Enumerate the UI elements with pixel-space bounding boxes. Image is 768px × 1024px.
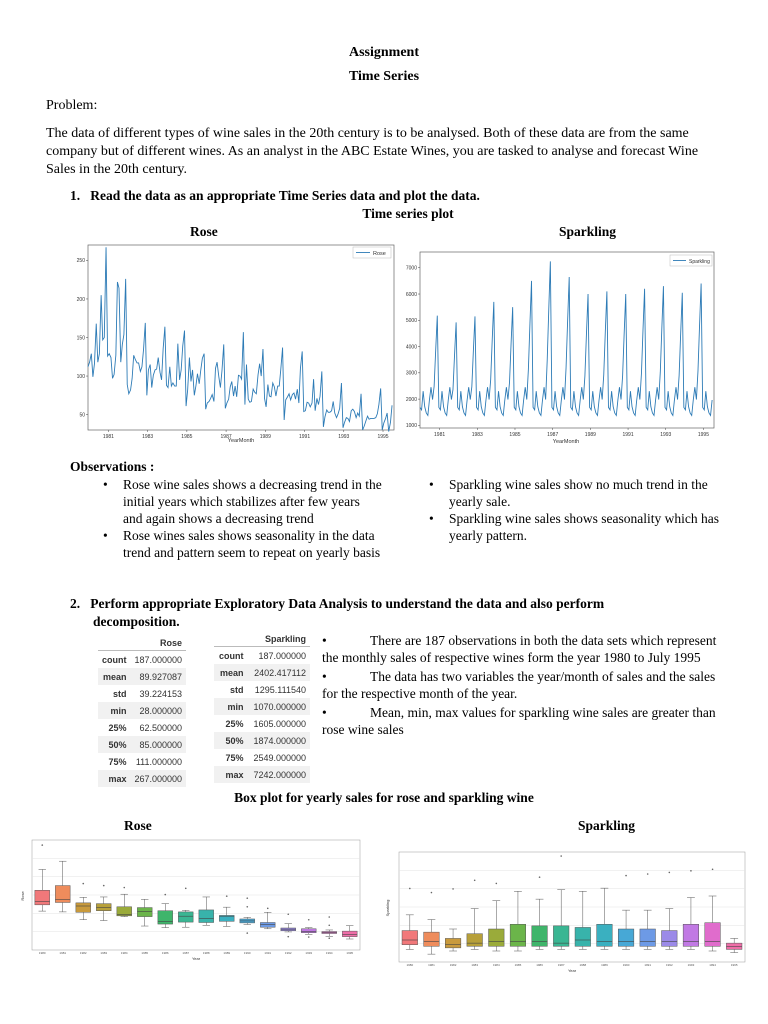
rose-table-stat-value: 39.224153 [139, 688, 183, 699]
sparkling-outlier [496, 883, 498, 885]
rose-box [76, 903, 91, 912]
sparkling-box-plot [383, 850, 749, 976]
observation-item: • Rose wines sales shows seasonality in the data trend and pattern seem to repeat on yearly basis [99, 527, 382, 561]
rose-box-label: Rose [124, 818, 152, 833]
sparkling-table-stat-value: 1874.000000 [248, 732, 310, 749]
sparkling-xtick-label: 1986 [536, 963, 543, 967]
rose-xtick-label: 1993 [305, 951, 313, 955]
sparkling-outlier [690, 870, 692, 872]
sparkling-table-stat-name: 25% [225, 718, 244, 729]
observations-left-list [99, 476, 382, 561]
sparkling-xtick-label: 1985 [514, 963, 522, 967]
rose-table-stat-name: 25% [108, 722, 127, 733]
rose-plot-label: Rose [190, 224, 218, 239]
sparkling-ytick-label: 1000 [405, 423, 417, 430]
q2-bullets [322, 632, 717, 738]
sparkling-box [402, 931, 418, 945]
sparkling-table-stat-name: std [230, 684, 244, 695]
rose-box-ylabel: Rose [20, 891, 25, 901]
sparkling-box [640, 929, 656, 946]
rose-xtick-label: 1993 [338, 434, 350, 440]
rose-table-row [98, 770, 186, 787]
q2-heading-line2: decomposition. [93, 614, 180, 629]
rose-table-stat-value: 187.000000 [134, 654, 183, 665]
sparkling-xtick-label: 1992 [665, 963, 673, 967]
sparkling-table-stat-name: max [214, 766, 248, 783]
sparkling-ytick-label: 7000 [405, 265, 417, 272]
sparkling-xtick-label: 1993 [687, 963, 695, 967]
sparkling-xtick-label: 1987 [557, 963, 565, 967]
rose-xtick-label: 1989 [223, 951, 231, 955]
rose-time-series-chart [68, 241, 400, 447]
rose-xlabel: YearMonth [227, 438, 255, 444]
rose-xtick-label: 1981 [59, 951, 67, 955]
sparkling-legend-label: Sparkling [689, 259, 710, 265]
sparkling-table-row [214, 766, 310, 783]
rose-outlier [123, 887, 125, 889]
rose-outlier [328, 916, 330, 918]
sparkling-table-row [214, 681, 310, 698]
rose-xtick-label: 1983 [142, 434, 154, 440]
rose-table-row [98, 736, 186, 753]
observation-item: • Rose wine sales shows a decreasing trend in the initial years which stabilizes after few years and again shows a decreasing trend [99, 476, 382, 527]
page-title: Assignment [348, 45, 419, 60]
rose-ytick-label: 150 [76, 335, 85, 342]
rose-box [137, 908, 152, 917]
sparkling-outlier [409, 888, 411, 890]
sparkling-box [597, 924, 613, 946]
sparkling-outlier [431, 892, 433, 894]
rose-box-xlabel: Year [191, 956, 201, 961]
rose-xtick-label: 1987 [182, 951, 190, 955]
sparkling-box-ylabel: Sparkling [385, 899, 390, 917]
sparkling-outlier [452, 888, 454, 890]
rose-table-stat-name: mean [98, 668, 131, 685]
box-plot-title: Box plot for yearly sales for rose and sparkling wine [234, 790, 534, 805]
rose-xtick-label: 1995 [377, 434, 389, 440]
sparkling-table-stat-name: min [214, 698, 248, 715]
rose-legend-label: Rose [373, 251, 386, 257]
sparkling-xtick-label: 1981 [434, 432, 446, 438]
rose-table-stat-value: 85.000000 [131, 736, 187, 753]
rose-xtick-label: 1990 [243, 951, 251, 955]
rose-table-stat-name: std [113, 688, 127, 699]
sparkling-plot-label: Sparkling [559, 224, 617, 239]
rose-table-stat-value: 267.000000 [131, 770, 187, 787]
rose-xtick-label: 1994 [325, 951, 333, 955]
rose-outlier [328, 924, 330, 926]
rose-xtick-label: 1981 [102, 434, 114, 440]
rose-box [260, 923, 275, 928]
sparkling-table-stat-value: 1070.000000 [248, 698, 310, 715]
rose-table-stat-name: max [98, 770, 131, 787]
sparkling-xtick-label: 1990 [622, 963, 630, 967]
rose-box [342, 931, 357, 937]
rose-xtick-label: 1991 [298, 434, 311, 440]
sparkling-table-row [214, 647, 310, 665]
sparkling-ytick-label: 3000 [405, 370, 417, 377]
observations-title: Observations : [70, 459, 155, 474]
sparkling-table-row [214, 715, 310, 732]
sparkling-xtick-label: 1989 [584, 432, 596, 438]
sparkling-box-label: Sparkling [578, 818, 636, 833]
sparkling-box [683, 924, 699, 946]
q2-bullet: • The data has two variables the year/month of sales and the sales for the respective month of the year. [322, 669, 716, 701]
sparkling-xtick-label: 1988 [579, 963, 587, 967]
page-subtitle: Time Series [348, 69, 420, 84]
observation-item: • Sparkling wine sales show no much trend in the yearly sale. [425, 476, 725, 510]
rose-ytick-label: 100 [76, 373, 85, 380]
sparkling-outlier [669, 872, 671, 874]
rose-xtick-label: 1985 [181, 434, 193, 440]
sparkling-box [705, 923, 721, 947]
sparkling-xtick-label: 1983 [471, 963, 479, 967]
rose-table-row [98, 651, 186, 669]
rose-legend [353, 247, 391, 258]
rose-xtick-label: 1992 [284, 951, 292, 955]
rose-box [35, 890, 50, 905]
q1-plot-title: Time series plot [362, 206, 454, 221]
sparkling-table-stat-value: 7242.000000 [248, 766, 310, 783]
rose-table-stat-value: 28.000000 [131, 702, 187, 719]
sparkling-table-row [214, 664, 310, 681]
sparkling-box [532, 926, 548, 946]
rose-table-row [98, 719, 186, 736]
sparkling-table-stat-name: count [219, 650, 244, 661]
rose-table-header: Rose [131, 636, 187, 651]
sparkling-xtick-label: 1985 [509, 432, 521, 438]
sparkling-table-stat-name: mean [214, 664, 248, 681]
sparkling-ytick-label: 6000 [405, 291, 417, 298]
sparkling-outlier [539, 876, 541, 878]
sparkling-xtick-label: 1995 [697, 432, 710, 438]
rose-outlier [246, 897, 248, 899]
sparkling-xtick-label: 1993 [660, 432, 672, 438]
rose-xtick-label: 1984 [120, 951, 128, 955]
sparkling-table-header: Sparkling [248, 632, 310, 647]
rose-outlier [246, 906, 248, 908]
sparkling-table-row [214, 732, 310, 749]
sparkling-outlier [712, 868, 714, 870]
q2-heading-line1: 2. Perform appropriate Exploratory Data Analysis to understand the data and also perform [70, 596, 605, 611]
sparkling-table-stat-value: 2549.000000 [253, 752, 306, 763]
sparkling-xtick-label: 1982 [449, 963, 457, 967]
sparkling-box [662, 931, 678, 947]
rose-table-row [98, 753, 186, 770]
sparkling-table-row [214, 698, 310, 715]
rose-box-plot [18, 838, 362, 964]
sparkling-xtick-label: 1983 [471, 432, 483, 438]
rose-table-row [98, 685, 186, 702]
sparkling-time-series-chart [398, 248, 718, 446]
sparkling-box-xlabel: Year [567, 968, 577, 973]
rose-outlier [308, 919, 310, 921]
sparkling-outlier [647, 873, 649, 875]
sparkling-outlier [474, 879, 476, 881]
rose-outlier [41, 844, 43, 846]
sparkling-xtick-label: 1989 [601, 963, 608, 967]
rose-table-stat-name: 75% [108, 756, 127, 767]
rose-xtick-label: 1986 [161, 951, 169, 955]
rose-outlier [185, 888, 187, 890]
rose-xtick-label: 1980 [38, 951, 46, 955]
sparkling-xtick-label: 1994 [709, 963, 716, 967]
rose-outlier [287, 913, 289, 915]
rose-table-stat-value: 111.000000 [135, 756, 183, 767]
rose-ytick-label: 50 [79, 412, 85, 419]
rose-ytick-label: 250 [76, 258, 85, 265]
sparkling-xtick-label: 1991 [644, 963, 652, 967]
sparkling-ytick-label: 2000 [405, 396, 417, 403]
sparkling-box [467, 934, 483, 947]
sparkling-table-stat-value: 2402.417112 [248, 664, 310, 681]
sparkling-xlabel: YearMonth [552, 439, 580, 445]
rose-xtick-label: 1991 [264, 951, 272, 955]
q2-bullet: • There are 187 observations in both the data sets which represent the monthly sales of respective wines form the year 1980 to July 1995 [322, 633, 717, 665]
sparkling-table-stat-value: 1605.000000 [253, 718, 306, 729]
rose-box [301, 929, 316, 933]
rose-xtick-label: 1988 [202, 951, 210, 955]
sparkling-xtick-label: 1984 [492, 963, 500, 967]
sparkling-describe-table [214, 632, 310, 783]
rose-xtick-label: 1995 [346, 951, 354, 955]
rose-describe-table [98, 636, 186, 787]
rose-table-stat-value: 62.500000 [139, 722, 183, 733]
rose-outlier [82, 883, 84, 885]
q1-heading: 1. Read the data as an appropriate Time Series data and plot the data. [70, 188, 480, 203]
rose-outlier [226, 895, 228, 897]
sparkling-xtick-label: 1987 [547, 432, 559, 438]
sparkling-xtick-label: 1991 [622, 432, 634, 438]
rose-xtick-label: 1987 [220, 434, 232, 440]
rose-outlier [164, 894, 166, 896]
problem-text: The data of different types of wine sales in the 20th century is to be analysed. Both of these data are from the same company but of different wines. As an analyst in the ABC Estate Wines, you are tasked to analyse and forecast Wine Sales in the 20th century. [46, 126, 699, 177]
rose-xtick-label: 1983 [100, 951, 108, 955]
rose-box [178, 912, 193, 922]
rose-xtick-label: 1985 [141, 951, 149, 955]
rose-table-row [98, 668, 186, 685]
sparkling-legend [670, 255, 712, 266]
sparkling-box [618, 929, 634, 946]
rose-outlier [103, 885, 105, 887]
rose-outlier [246, 932, 248, 934]
sparkling-xtick-label: 1980 [406, 963, 414, 967]
rose-table-stat-name: 50% [98, 736, 131, 753]
sparkling-ytick-label: 4000 [405, 344, 417, 351]
rose-box [96, 904, 111, 911]
rose-table-stat-value: 89.927087 [131, 668, 187, 685]
rose-table-stat-name: min [98, 702, 131, 719]
sparkling-box [575, 927, 591, 946]
rose-xtick-label: 1982 [79, 951, 87, 955]
sparkling-table-stat-value: 187.000000 [258, 650, 306, 661]
observations-right-list [425, 476, 725, 544]
sparkling-outlier [625, 875, 627, 877]
rose-table-row [98, 702, 186, 719]
sparkling-box [445, 938, 461, 947]
rose-box [158, 911, 173, 924]
rose-outlier [328, 937, 330, 939]
sparkling-ytick-label: 5000 [405, 318, 417, 325]
rose-plot-area [88, 245, 394, 430]
rose-xtick-label: 1989 [259, 434, 271, 440]
rose-box [199, 910, 214, 923]
rose-table-stat-name: count [102, 654, 127, 665]
sparkling-outlier [560, 855, 562, 857]
sparkling-xtick-label: 1981 [428, 963, 435, 967]
sparkling-table-stat-name: 50% [214, 732, 248, 749]
q2-bullet: • Mean, min, max values for sparkling wine sales are greater than rose wine sales [322, 705, 716, 737]
rose-outlier [267, 908, 269, 910]
sparkling-box [510, 924, 526, 946]
sparkling-table-row [214, 749, 310, 766]
rose-ytick-label: 200 [76, 296, 85, 303]
sparkling-table-stat-value: 1295.111540 [254, 684, 306, 695]
sparkling-box [424, 932, 440, 946]
sparkling-table-stat-name: 75% [225, 752, 244, 763]
problem-label: Problem: [46, 98, 98, 113]
rose-outlier [308, 936, 310, 938]
rose-outlier [287, 936, 289, 938]
observation-item: • Sparkling wine sales shows seasonality which has yearly pattern. [425, 510, 725, 544]
sparkling-xtick-label: 1995 [730, 963, 738, 967]
sparkling-box [489, 929, 505, 946]
